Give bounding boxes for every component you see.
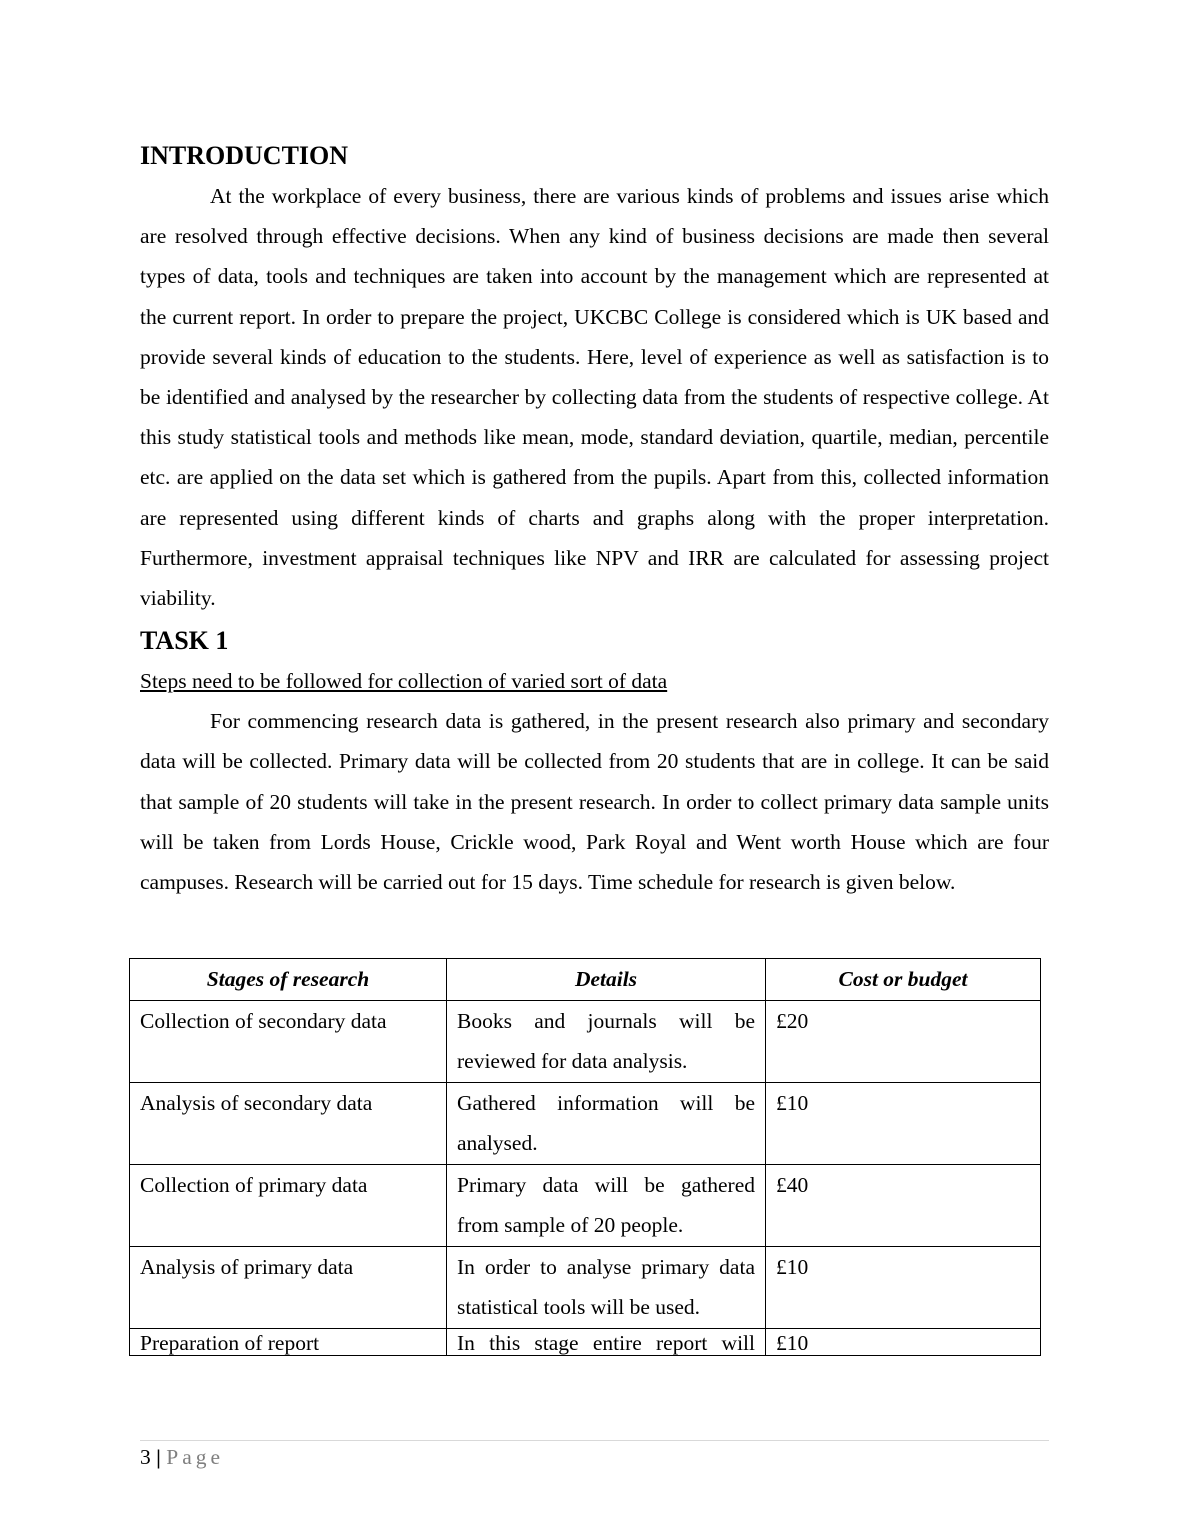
table-row — [130, 1000, 1041, 1082]
details-cell: Books and journals will be reviewed for data analysis. — [447, 1000, 766, 1082]
details-cell: Gathered information will be analysed. — [447, 1082, 766, 1164]
table-row — [130, 1246, 1041, 1328]
stage-cell: Collection of primary data — [130, 1164, 447, 1246]
stage-cell: Preparation of report — [140, 1330, 320, 1355]
introduction-paragraph: At the workplace of every business, there are various kinds of problems and issues arise which are resolved through effective decisions. When any kind of business decisions are made then several types of data, tools and techniques are taken into account by the management which are represented at the current report. In order to prepare the project, UKCBC College is considered which is UK based and provide several kinds of education to the students. Here, level of experience as well as satisfaction is to be identified and analysed by the researcher by collecting data from the students of respective college. At this study statistical tools and methods like mean, mode, standard deviation, quartile, median, percentile etc. are applied on the data set which is gathered from the pupils. Apart from this, collected information are represented using different kinds of charts and graphs along with the proper interpretation. Furthermore, investment appraisal techniques like NPV and IRR are calculated for assessing project viability. — [140, 184, 1049, 611]
details-cell: Primary data will be gathered from sample of 20 people. — [447, 1164, 766, 1246]
table-row — [130, 1328, 1041, 1355]
footer-separator: | — [156, 1445, 161, 1469]
page-label: Page — [166, 1445, 225, 1469]
stage-cell: Analysis of secondary data — [130, 1082, 447, 1164]
stage-cell: Analysis of primary data — [130, 1246, 447, 1328]
details-cell: In this stage entire report will — [457, 1330, 755, 1355]
cost-cell: £10 — [766, 1246, 1041, 1328]
research-schedule-table — [129, 958, 1041, 1356]
header-cost: Cost or budget — [766, 959, 1041, 1001]
stage-cell: Collection of secondary data — [130, 1000, 447, 1082]
task-1-heading: TASK 1 — [140, 626, 229, 656]
header-stages: Stages of research — [130, 959, 447, 1001]
footer-divider — [140, 1440, 1049, 1441]
cost-cell: £20 — [766, 1000, 1041, 1082]
header-details: Details — [447, 959, 766, 1001]
cost-cell: £40 — [766, 1164, 1041, 1246]
introduction-heading: INTRODUCTION — [140, 141, 349, 170]
page-number: 3 — [140, 1445, 151, 1469]
page-content — [140, 136, 1049, 902]
task-1-paragraph: For commencing research data is gathered, in the present research also primary and secondary data will be collected. Primary data will be collected from 20 students that are in college. It can be said that sample of 20 students will take in the present research. In order to collect primary data sample units will be taken from Lords House, Crickle wood, Park Royal and Went worth House which are four campuses. Research will be carried out for 15 days. Time schedule for research is given below. — [140, 709, 1049, 895]
cost-cell: £10 — [766, 1082, 1041, 1164]
cost-cell: £10 — [776, 1330, 809, 1355]
table-row — [130, 1164, 1041, 1246]
table-header-row — [130, 959, 1041, 1001]
task-1-subheading: Steps need to be followed for collection of varied sort of data — [140, 669, 668, 694]
table-row — [130, 1082, 1041, 1164]
page-footer — [140, 1443, 224, 1471]
details-cell: In order to analyse primary data statistical tools will be used. — [447, 1246, 766, 1328]
